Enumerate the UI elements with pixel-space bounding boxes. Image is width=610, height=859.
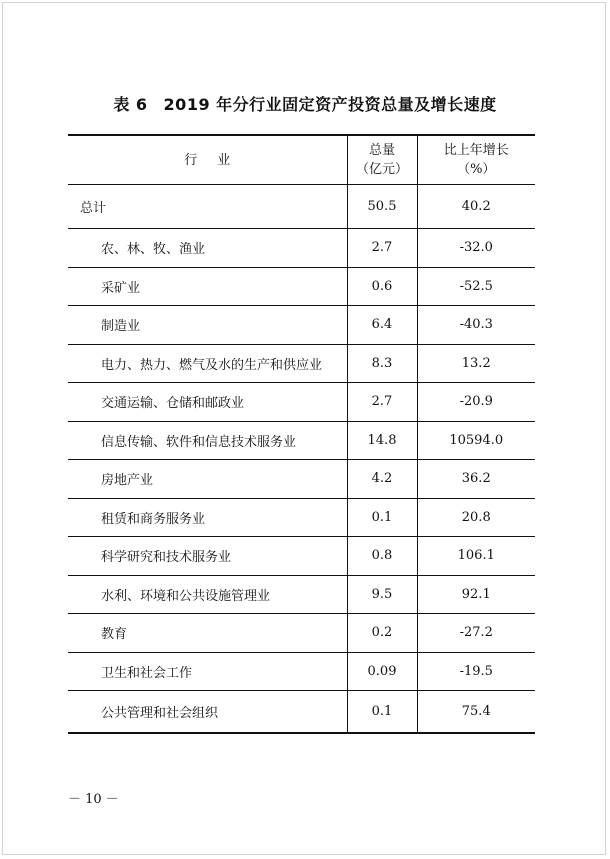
row-total: 0.6	[347, 267, 417, 306]
row-total: 0.8	[347, 537, 417, 576]
row-total: 2.7	[347, 229, 417, 268]
table-row	[68, 537, 535, 576]
row-total: 9.5	[347, 575, 417, 614]
row-industry: 租赁和商务服务业	[68, 498, 347, 537]
row-industry: 水利、环境和公共设施管理业	[68, 575, 347, 614]
row-industry: 农、林、牧、渔业	[68, 229, 347, 268]
row-growth: 13.2	[417, 344, 535, 383]
table-row	[68, 614, 535, 653]
table-row	[68, 185, 535, 229]
row-industry: 科学研究和技术服务业	[68, 537, 347, 576]
table-row	[68, 691, 535, 734]
row-growth: -32.0	[417, 229, 535, 268]
row-industry: 交通运输、仓储和邮政业	[68, 383, 347, 422]
table-row	[68, 306, 535, 345]
row-growth: 10594.0	[417, 421, 535, 460]
row-industry: 总计	[68, 185, 347, 229]
row-growth: -20.9	[417, 383, 535, 422]
header-total-line2: （亿元）	[355, 162, 408, 177]
row-growth: 20.8	[417, 498, 535, 537]
table-row	[68, 383, 535, 422]
header-total	[347, 135, 417, 185]
row-growth: 40.2	[417, 185, 535, 229]
table-row	[68, 267, 535, 306]
row-industry: 采矿业	[68, 267, 347, 306]
table-title	[0, 92, 610, 115]
row-industry: 教育	[68, 614, 347, 653]
row-total: 2.7	[347, 383, 417, 422]
row-total: 4.2	[347, 460, 417, 499]
row-industry: 房地产业	[68, 460, 347, 499]
row-industry: 信息传输、软件和信息技术服务业	[68, 421, 347, 460]
row-total: 0.1	[347, 691, 417, 734]
row-growth: 106.1	[417, 537, 535, 576]
table-title-text: 2019 年分行业固定资产投资总量及增长速度	[163, 95, 497, 114]
table-row	[68, 344, 535, 383]
header-industry: 行业	[68, 135, 347, 185]
row-industry: 电力、热力、燃气及水的生产和供应业	[68, 344, 347, 383]
header-growth-line2: （%）	[457, 162, 496, 177]
row-total: 6.4	[347, 306, 417, 345]
page-number: － 10 －	[68, 792, 119, 807]
row-industry: 公共管理和社会组织	[68, 691, 347, 734]
row-industry: 制造业	[68, 306, 347, 345]
row-growth: 36.2	[417, 460, 535, 499]
investment-table	[68, 134, 535, 734]
row-total: 0.09	[347, 652, 417, 691]
row-growth: -27.2	[417, 614, 535, 653]
table-row	[68, 652, 535, 691]
row-total: 0.1	[347, 498, 417, 537]
table-row	[68, 421, 535, 460]
row-growth: 92.1	[417, 575, 535, 614]
table-row	[68, 229, 535, 268]
header-total-line1: 总量	[368, 143, 395, 158]
table-row	[68, 460, 535, 499]
row-industry: 卫生和社会工作	[68, 652, 347, 691]
table-header-row	[68, 135, 535, 185]
header-growth-line1: 比上年增长	[443, 143, 509, 158]
row-growth: -40.3	[417, 306, 535, 345]
table-row	[68, 498, 535, 537]
row-growth: -19.5	[417, 652, 535, 691]
row-total: 50.5	[347, 185, 417, 229]
row-growth: -52.5	[417, 267, 535, 306]
row-total: 8.3	[347, 344, 417, 383]
table-row	[68, 575, 535, 614]
row-total: 0.2	[347, 614, 417, 653]
row-growth: 75.4	[417, 691, 535, 734]
row-total: 14.8	[347, 421, 417, 460]
table-label: 表 6	[113, 95, 148, 114]
header-growth	[417, 135, 535, 185]
